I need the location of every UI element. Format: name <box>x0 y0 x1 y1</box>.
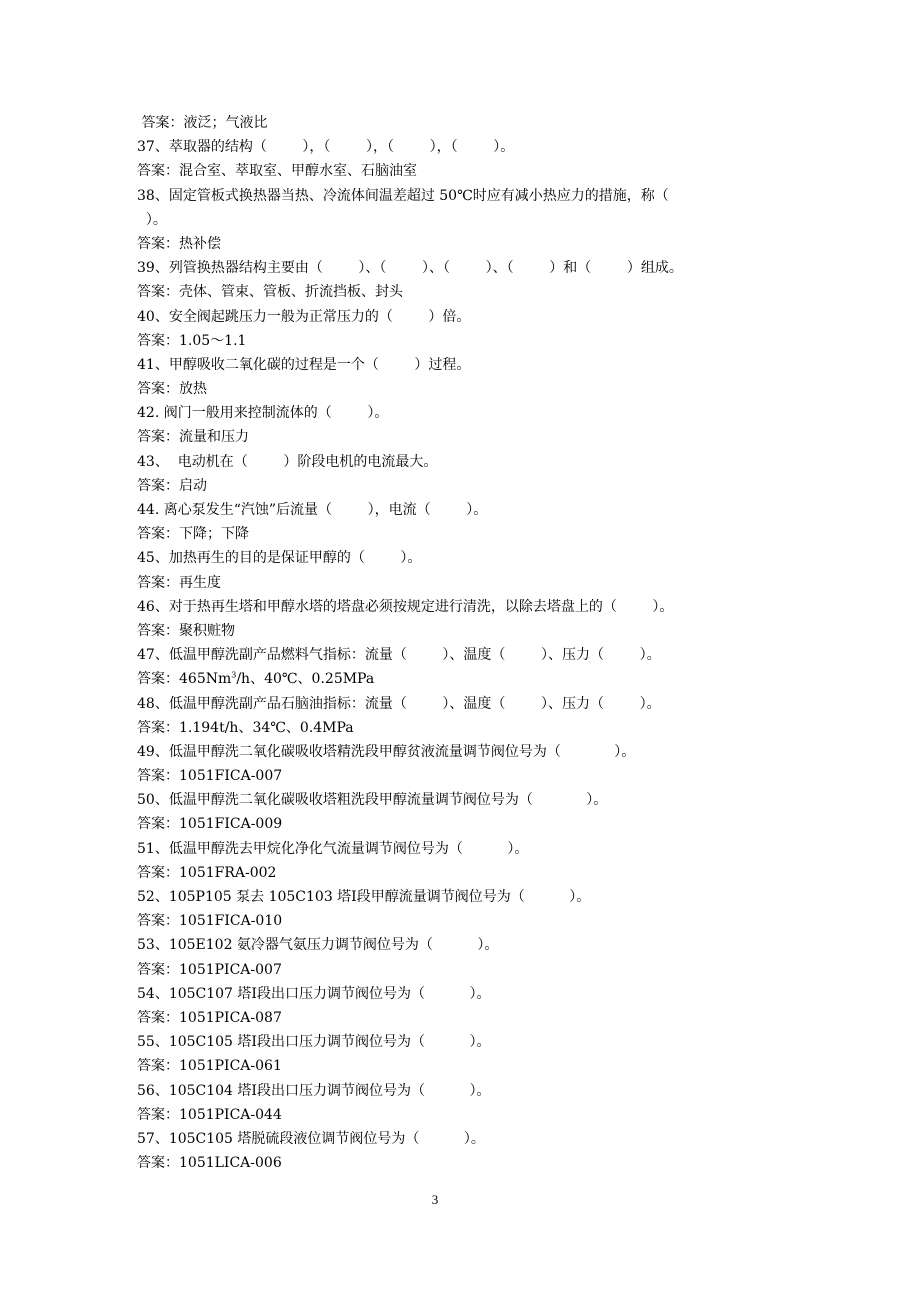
question-line: 49、低温甲醇洗二氧化碳吸收塔精洗段甲醇贫液流量调节阀位号为（ ）。 <box>137 743 636 760</box>
answer-line: 答案：壳体、管束、管板、折流挡板、封头 <box>137 284 403 301</box>
question-line: 55、105C105 塔Ⅰ段出口压力调节阀位号为（ ）。 <box>137 1034 491 1051</box>
answer-line: 答案：混合室、萃取室、甲醇水室、石脑油室 <box>137 163 417 180</box>
question-line: 38、固定管板式换热器当热、冷流体间温差超过 50℃时应有减小热应力的措施，称（ <box>137 187 669 204</box>
answer-line: 答案：1.194t/h、34℃、0.4MPa <box>137 719 354 736</box>
question-line: 47、低温甲醇洗副产品燃料气指标：流量（ ）、温度（ ）、压力（ ）。 <box>137 647 661 664</box>
answer-line: 答案：465Nm$^3$/h、40℃、0.25MPa <box>137 670 375 688</box>
question-line: 45、加热再生的目的是保证甲醇的（ ）。 <box>137 550 422 567</box>
question-line: 54、105C107 塔Ⅰ段出口压力调节阀位号为（ ）。 <box>137 985 491 1002</box>
answer-line: 答案：放热 <box>137 381 207 398</box>
answer-line: 答案：1051PICA-061 <box>137 1058 282 1075</box>
question-line: 51、低温甲醇洗去甲烷化净化气流量调节阀位号为（ ）。 <box>137 840 529 857</box>
question-line: 42. 阀门一般用来控制流体的（ ）。 <box>137 405 389 422</box>
question-line: 40、安全阀起跳压力一般为正常压力的（ ）倍。 <box>137 308 471 325</box>
question-line: 39、列管换热器结构主要由（ ）、（ ）、（ ）、（ ）和（ ）组成。 <box>137 260 683 277</box>
question-line: ）。 <box>137 211 167 228</box>
answer-line: 答案：下降；下降 <box>137 526 249 543</box>
answer-line: 答案：1051FRA-002 <box>137 864 277 881</box>
question-line: 56、105C104 塔Ⅰ段出口压力调节阀位号为（ ）。 <box>137 1082 491 1099</box>
answer-line: 答案：1051PICA-087 <box>137 1009 282 1026</box>
question-line: 37、萃取器的结构（ ），（ ），（ ），（ ）。 <box>137 139 515 156</box>
question-line: 41、甲醇吸收二氧化碳的过程是一个（ ）过程。 <box>137 356 471 373</box>
answer-line: 答案：1.05～1.1 <box>137 332 247 349</box>
page-number: 3 <box>431 1192 439 1207</box>
question-line: 53、105E102 氨冷器气氨压力调节阀位号为（ ）。 <box>137 937 499 954</box>
document-body <box>137 111 797 1175</box>
answer-line: 答案：1051FICA-010 <box>137 913 283 930</box>
answer-line: 答案：启动 <box>137 477 207 494</box>
answer-line: 答案：1051PICA-044 <box>137 1106 282 1123</box>
answer-line: 答案：1051FICA-007 <box>137 768 283 785</box>
question-line: 46、对于热再生塔和甲醇水塔的塔盘必须按规定进行清洗，以除去塔盘上的（ ）。 <box>137 598 674 615</box>
answer-line: 答案：液泛；气液比 <box>137 115 268 131</box>
question-line: 48、低温甲醇洗副产品石脑油指标：流量（ ）、温度（ ）、压力（ ）。 <box>137 695 661 712</box>
question-line: 44. 离心泵发生“汽蚀”后流量（ ），电流（ ）。 <box>137 502 488 518</box>
question-line: 50、低温甲醇洗二氧化碳吸收塔粗洗段甲醇流量调节阀位号为（ ）。 <box>137 792 608 809</box>
question-line: 57、105C105 塔脱硫段液位调节阀位号为（ ）。 <box>137 1130 485 1147</box>
answer-line: 答案：流量和压力 <box>137 429 249 446</box>
answer-line: 答案：再生度 <box>137 574 221 591</box>
answer-line: 答案：1051FICA-009 <box>137 816 283 833</box>
answer-line: 答案：热补偿 <box>137 235 221 252</box>
question-line: 52、105P105 泵去 105C103 塔Ⅰ段甲醇流量调节阀位号为（ ）。 <box>137 889 591 905</box>
question-line: 43、 电动机在（ ）阶段电机的电流最大。 <box>137 453 438 470</box>
answer-line: 答案：聚积赃物 <box>137 622 235 639</box>
answer-line: 答案：1051PICA-007 <box>137 961 282 978</box>
answer-line: 答案：1051LICA-006 <box>137 1155 282 1172</box>
